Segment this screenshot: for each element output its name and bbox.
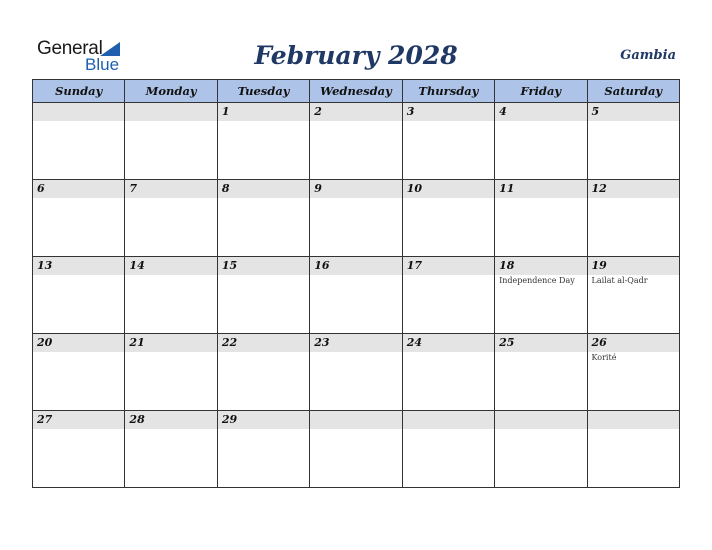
day-number: 19 [588,257,679,275]
day-cell [33,334,125,411]
logo-text-blue: Blue [85,55,120,74]
day-number: 24 [403,334,494,352]
day-cell [125,257,217,334]
weekday-header-row [33,80,680,103]
day-number [310,411,401,429]
day-number: 29 [218,411,309,429]
day-cell [587,334,679,411]
day-cell [310,103,402,180]
calendar-title: February 2028 [254,41,458,70]
day-number: 14 [125,257,216,275]
day-cell [310,257,402,334]
day-number: 20 [33,334,124,352]
day-cell [217,257,309,334]
day-number: 9 [310,180,401,198]
day-cell [495,334,587,411]
day-number: 4 [495,103,586,121]
day-number: 26 [588,334,679,352]
day-cell [402,180,494,257]
holiday-label: Korité [591,353,617,362]
week-row [33,334,680,411]
weekday-header: Sunday [33,80,125,103]
day-cell [587,180,679,257]
day-number: 15 [218,257,309,275]
day-number [125,103,216,121]
day-number: 23 [310,334,401,352]
day-number: 3 [403,103,494,121]
day-cell [495,411,587,488]
day-cell [33,103,125,180]
week-row [33,180,680,257]
month-calendar [32,79,680,488]
day-cell [402,103,494,180]
country-label: Gambia [620,48,676,63]
day-number [403,411,494,429]
logo-triangle-icon [100,42,120,56]
logo-text-general: General [37,38,103,59]
brand-logo [37,38,137,78]
day-number [588,411,679,429]
day-cell [495,180,587,257]
day-cell [217,103,309,180]
day-number: 5 [588,103,679,121]
day-cell [310,411,402,488]
calendar-body [33,103,680,488]
day-number: 18 [495,257,586,275]
weekday-header: Thursday [402,80,494,103]
day-number: 2 [310,103,401,121]
day-number [33,103,124,121]
day-cell [217,334,309,411]
day-cell [310,180,402,257]
holiday-label: Independence Day [499,276,575,285]
day-cell [125,180,217,257]
day-cell [402,257,494,334]
day-cell [125,334,217,411]
day-cell [217,180,309,257]
day-cell [125,411,217,488]
day-cell [125,103,217,180]
day-number [495,411,586,429]
day-number: 8 [218,180,309,198]
day-cell [587,257,679,334]
day-number: 13 [33,257,124,275]
holiday-label: Lailat al-Qadr [591,276,648,285]
day-cell [587,411,679,488]
day-cell [495,257,587,334]
day-cell [33,411,125,488]
weekday-header: Saturday [587,80,679,103]
week-row [33,257,680,334]
day-number: 21 [125,334,216,352]
weekday-header: Monday [125,80,217,103]
day-cell [587,103,679,180]
day-number: 7 [125,180,216,198]
day-number: 27 [33,411,124,429]
day-number: 16 [310,257,401,275]
day-cell [217,411,309,488]
day-cell [33,180,125,257]
weekday-header: Friday [495,80,587,103]
day-cell [402,334,494,411]
day-cell [310,334,402,411]
day-number: 28 [125,411,216,429]
week-row [33,411,680,488]
day-number: 12 [588,180,679,198]
day-cell [495,103,587,180]
week-row [33,103,680,180]
day-number: 17 [403,257,494,275]
weekday-header: Wednesday [310,80,402,103]
day-number: 25 [495,334,586,352]
day-number: 1 [218,103,309,121]
weekday-header: Tuesday [217,80,309,103]
day-number: 10 [403,180,494,198]
day-cell [33,257,125,334]
day-cell [402,411,494,488]
day-number: 11 [495,180,586,198]
day-number: 22 [218,334,309,352]
day-number: 6 [33,180,124,198]
